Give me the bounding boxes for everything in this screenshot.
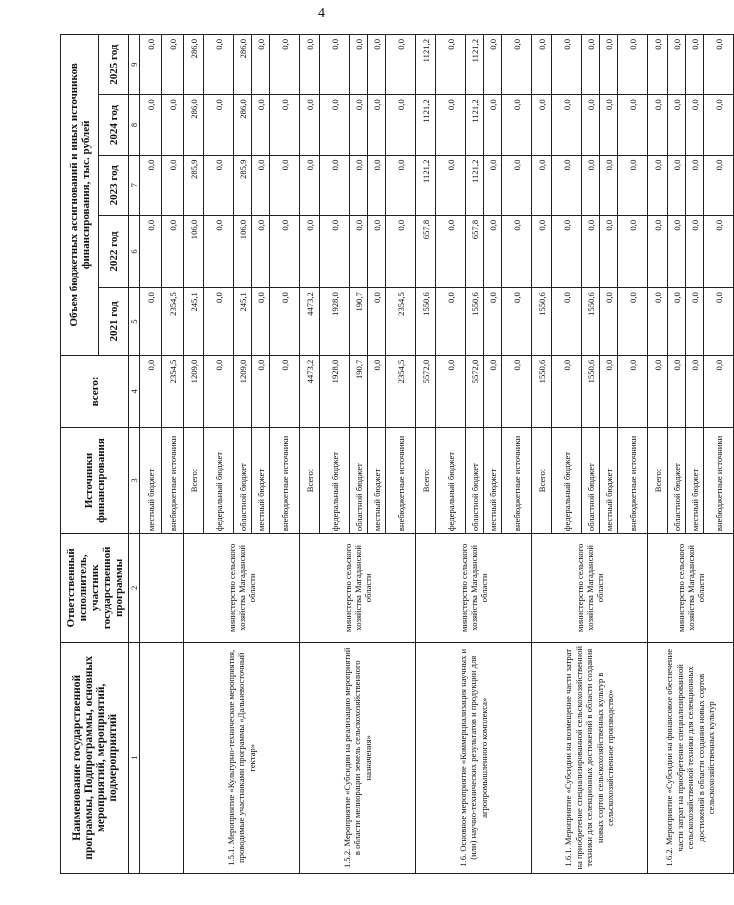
value-cell: 0,0 [668, 288, 686, 356]
responsible-executor: министерство сельского хозяйства Магаданской области [184, 534, 300, 642]
value-cell: 0,0 [668, 35, 686, 95]
value-cell: 0,0 [484, 215, 502, 287]
value-cell: 0,0 [582, 35, 600, 95]
header-year: 2024 год [99, 95, 129, 155]
value-cell: 0,0 [350, 35, 368, 95]
value-cell: 1121,2 [416, 95, 436, 155]
source-cell: федеральный бюджет [320, 428, 350, 534]
value-cell: 0,0 [502, 35, 532, 95]
table-row [532, 35, 552, 874]
value-cell: 0,0 [648, 355, 668, 427]
value-cell: 0,0 [368, 215, 386, 287]
value-cell: 0,0 [600, 355, 618, 427]
value-cell: 0,0 [300, 155, 320, 215]
value-cell: 286,0 [234, 95, 252, 155]
header-total: всего: [61, 355, 129, 427]
value-cell: 0,0 [386, 215, 416, 287]
value-cell: 1209,0 [184, 355, 204, 427]
value-cell: 0,0 [600, 155, 618, 215]
program-item-name: 1.6.2. Мероприятие «Субсидии на финансовое обеспечение части затрат на приобретение специализированной сельскохозяйственной техники для селекционных достижений в области создания новых сортов сельскохозяйственных культур [648, 642, 734, 873]
value-cell: 106,0 [184, 215, 204, 287]
value-cell: 1121,2 [466, 35, 484, 95]
value-cell: 0,0 [704, 35, 734, 95]
value-cell: 0,0 [252, 95, 270, 155]
index-row [129, 35, 140, 874]
value-cell: 1550,6 [532, 355, 552, 427]
value-cell: 0,0 [582, 215, 600, 287]
value-cell: 0,0 [162, 155, 184, 215]
value-cell: 0,0 [350, 95, 368, 155]
value-cell: 0,0 [270, 35, 300, 95]
header-year: 2025 год [99, 35, 129, 95]
index-cell: 3 [129, 428, 140, 534]
source-cell: местный бюджет [686, 428, 704, 534]
program-item-name: 1.6.1. Мероприятие «Субсидии на возмещение части затрат на приобретение специализированной сельскохозяйственной техники для селекционных достижений в области создания новых сортов сельскохозяйственных культур в сельскохозяйственное производство» [532, 642, 648, 873]
value-cell: 190,7 [350, 355, 368, 427]
value-cell: 0,0 [162, 35, 184, 95]
responsible-executor: министерство сельского хозяйства Магаданской области [300, 534, 416, 642]
value-cell: 0,0 [686, 155, 704, 215]
value-cell: 286,0 [234, 35, 252, 95]
responsible-executor: министерство сельского хозяйства Магаданской области [532, 534, 648, 642]
value-cell: 0,0 [270, 215, 300, 287]
value-cell: 0,0 [532, 155, 552, 215]
value-cell: 1928,0 [320, 288, 350, 356]
value-cell: 0,0 [484, 355, 502, 427]
value-cell: 4473,2 [300, 355, 320, 427]
value-cell: 0,0 [686, 215, 704, 287]
value-cell: 0,0 [704, 155, 734, 215]
value-cell: 0,0 [618, 288, 648, 356]
value-cell: 0,0 [686, 288, 704, 356]
page-number: 4 [318, 6, 325, 21]
value-cell: 0,0 [204, 288, 234, 356]
value-cell: 0,0 [140, 288, 162, 356]
value-cell: 0,0 [270, 355, 300, 427]
source-cell: местный бюджет [252, 428, 270, 534]
value-cell: 0,0 [484, 288, 502, 356]
value-cell: 0,0 [320, 155, 350, 215]
value-cell: 0,0 [552, 155, 582, 215]
value-cell: 0,0 [618, 35, 648, 95]
source-cell: местный бюджет [600, 428, 618, 534]
source-cell: внебюджетные источники [386, 428, 416, 534]
value-cell: 0,0 [532, 35, 552, 95]
table-row [140, 35, 162, 874]
value-cell: 0,0 [204, 35, 234, 95]
value-cell: 0,0 [600, 35, 618, 95]
value-cell: 0,0 [436, 35, 466, 95]
value-cell: 0,0 [252, 355, 270, 427]
value-cell: 0,0 [618, 355, 648, 427]
value-cell: 0,0 [320, 95, 350, 155]
source-cell: областной бюджет [582, 428, 600, 534]
value-cell: 1550,6 [416, 288, 436, 356]
value-cell: 0,0 [582, 95, 600, 155]
value-cell: 0,0 [368, 155, 386, 215]
program-item-name: 1.5.1. Мероприятие «Культурно-технические мероприятия, проводимые участниками программы «Дальневосточный гектар» [184, 642, 300, 873]
value-cell: 5572,0 [416, 355, 436, 427]
header-name: Наименование государственной программы, Подпрограммы, основных мероприятий, мероприятий, подмероприятий [61, 642, 129, 873]
value-cell: 0,0 [436, 288, 466, 356]
source-cell: Всего: [648, 428, 668, 534]
value-cell: 0,0 [552, 288, 582, 356]
source-cell: местный бюджет [140, 428, 162, 534]
value-cell: 0,0 [668, 355, 686, 427]
value-cell: 0,0 [648, 95, 668, 155]
header-year: 2022 год [99, 215, 129, 287]
value-cell: 0,0 [204, 355, 234, 427]
value-cell: 0,0 [552, 355, 582, 427]
table-row [184, 35, 204, 874]
value-cell: 0,0 [686, 355, 704, 427]
program-item-name: 1.6. Основное мероприятие «Коммерциализация научных и (или) научно-технических результатов и продукции для агропромышленного комплекса» [416, 642, 532, 873]
value-cell: 0,0 [300, 95, 320, 155]
value-cell: 1121,2 [466, 95, 484, 155]
value-cell: 0,0 [502, 95, 532, 155]
header-executor: Ответственный исполнитель, участник государственной программы [61, 534, 129, 642]
value-cell: 0,0 [502, 355, 532, 427]
value-cell: 0,0 [386, 155, 416, 215]
value-cell: 0,0 [368, 355, 386, 427]
source-cell: федеральный бюджет [552, 428, 582, 534]
header-financing-group: Объем бюджетных ассигнований и иных источников финансирования, тыс. рублей [61, 35, 99, 356]
value-cell: 0,0 [386, 95, 416, 155]
value-cell: 0,0 [140, 215, 162, 287]
source-cell: внебюджетные источники [618, 428, 648, 534]
value-cell: 0,0 [368, 288, 386, 356]
value-cell: 0,0 [648, 215, 668, 287]
source-cell: внебюджетные источники [704, 428, 734, 534]
value-cell: 0,0 [484, 35, 502, 95]
value-cell: 0,0 [668, 215, 686, 287]
value-cell: 0,0 [618, 155, 648, 215]
value-cell: 0,0 [668, 155, 686, 215]
source-cell: Всего: [300, 428, 320, 534]
value-cell: 285,9 [234, 155, 252, 215]
index-cell: 6 [129, 215, 140, 287]
value-cell: 657,8 [466, 215, 484, 287]
index-cell: 4 [129, 355, 140, 427]
source-cell: внебюджетные источники [270, 428, 300, 534]
table-row [300, 35, 320, 874]
value-cell: 0,0 [368, 35, 386, 95]
source-cell: Всего: [416, 428, 436, 534]
value-cell: 0,0 [204, 155, 234, 215]
value-cell: 0,0 [502, 288, 532, 356]
index-cell: 5 [129, 288, 140, 356]
value-cell: 0,0 [300, 35, 320, 95]
source-cell: внебюджетные источники [502, 428, 532, 534]
value-cell: 0,0 [600, 95, 618, 155]
source-cell: Всего: [184, 428, 204, 534]
value-cell: 0,0 [436, 215, 466, 287]
value-cell: 0,0 [140, 35, 162, 95]
value-cell: 0,0 [162, 95, 184, 155]
responsible-executor: министерство сельского хозяйства Магаданской области [416, 534, 532, 642]
value-cell: 1121,2 [416, 35, 436, 95]
source-cell: федеральный бюджет [204, 428, 234, 534]
value-cell: 2354,5 [162, 288, 184, 356]
value-cell: 0,0 [704, 288, 734, 356]
value-cell: 0,0 [436, 355, 466, 427]
value-cell: 0,0 [686, 35, 704, 95]
value-cell: 0,0 [252, 155, 270, 215]
value-cell: 0,0 [686, 95, 704, 155]
value-cell: 245,1 [234, 288, 252, 356]
header-year: 2023 год [99, 155, 129, 215]
table-body [129, 35, 734, 874]
value-cell: 1550,6 [532, 288, 552, 356]
value-cell: 0,0 [502, 215, 532, 287]
value-cell: 1121,2 [466, 155, 484, 215]
value-cell: 0,0 [484, 95, 502, 155]
value-cell: 0,0 [704, 95, 734, 155]
source-cell: местный бюджет [484, 428, 502, 534]
value-cell: 0,0 [582, 155, 600, 215]
value-cell: 0,0 [618, 95, 648, 155]
value-cell: 1550,6 [466, 288, 484, 356]
index-cell: 9 [129, 35, 140, 95]
index-cell: 8 [129, 95, 140, 155]
value-cell: 0,0 [436, 95, 466, 155]
financing-table [60, 34, 734, 874]
source-cell: областной бюджет [234, 428, 252, 534]
source-cell: федеральный бюджет [436, 428, 466, 534]
rotated-table-container [60, 34, 724, 874]
value-cell: 0,0 [270, 95, 300, 155]
value-cell: 0,0 [648, 288, 668, 356]
value-cell: 0,0 [140, 155, 162, 215]
value-cell: 0,0 [484, 155, 502, 215]
value-cell: 190,7 [350, 288, 368, 356]
value-cell: 0,0 [320, 35, 350, 95]
value-cell: 285,9 [184, 155, 204, 215]
value-cell: 0,0 [252, 215, 270, 287]
value-cell: 1550,6 [582, 288, 600, 356]
value-cell: 0,0 [532, 95, 552, 155]
value-cell: 106,0 [234, 215, 252, 287]
value-cell: 2354,5 [162, 355, 184, 427]
continuation-exec-cell [140, 534, 184, 642]
value-cell: 0,0 [300, 215, 320, 287]
value-cell: 0,0 [704, 355, 734, 427]
value-cell: 0,0 [552, 95, 582, 155]
source-cell: местный бюджет [368, 428, 386, 534]
value-cell: 0,0 [350, 155, 368, 215]
value-cell: 5572,0 [466, 355, 484, 427]
value-cell: 1550,6 [582, 355, 600, 427]
value-cell: 0,0 [618, 215, 648, 287]
value-cell: 0,0 [140, 95, 162, 155]
value-cell: 0,0 [162, 215, 184, 287]
value-cell: 286,0 [184, 35, 204, 95]
header-year: 2021 год [99, 288, 129, 356]
value-cell: 0,0 [252, 35, 270, 95]
value-cell: 0,0 [648, 35, 668, 95]
value-cell: 0,0 [320, 215, 350, 287]
value-cell: 0,0 [386, 35, 416, 95]
value-cell: 0,0 [270, 155, 300, 215]
value-cell: 245,1 [184, 288, 204, 356]
value-cell: 0,0 [368, 95, 386, 155]
value-cell: 2354,5 [386, 288, 416, 356]
value-cell: 2354,5 [386, 355, 416, 427]
value-cell: 0,0 [704, 215, 734, 287]
source-cell: областной бюджет [668, 428, 686, 534]
continuation-name-cell [140, 642, 184, 873]
index-cell: 7 [129, 155, 140, 215]
value-cell: 1209,0 [234, 355, 252, 427]
value-cell: 657,8 [416, 215, 436, 287]
value-cell: 0,0 [552, 215, 582, 287]
value-cell: 0,0 [350, 215, 368, 287]
value-cell: 286,0 [184, 95, 204, 155]
value-cell: 0,0 [600, 215, 618, 287]
value-cell: 0,0 [204, 215, 234, 287]
value-cell: 0,0 [648, 155, 668, 215]
table-row [416, 35, 436, 874]
value-cell: 1928,0 [320, 355, 350, 427]
value-cell: 0,0 [140, 355, 162, 427]
source-cell: внебюджетные источники [162, 428, 184, 534]
index-cell: 1 [129, 642, 140, 873]
source-cell: областной бюджет [350, 428, 368, 534]
table-row [648, 35, 668, 874]
header-source: Источники финансирования [61, 428, 129, 534]
value-cell: 0,0 [502, 155, 532, 215]
value-cell: 1121,2 [416, 155, 436, 215]
value-cell: 0,0 [532, 215, 552, 287]
value-cell: 0,0 [270, 288, 300, 356]
value-cell: 0,0 [252, 288, 270, 356]
source-cell: областной бюджет [466, 428, 484, 534]
program-item-name: 1.5.2. Мероприятие «Субсидии на реализацию мероприятий в области мелиорации земель сельскохозяйственного назначения» [300, 642, 416, 873]
index-cell: 2 [129, 534, 140, 642]
value-cell: 0,0 [204, 95, 234, 155]
source-cell: Всего: [532, 428, 552, 534]
value-cell: 4473,2 [300, 288, 320, 356]
responsible-executor: министерство сельского хозяйства Магаданской области [648, 534, 734, 642]
value-cell: 0,0 [668, 95, 686, 155]
value-cell: 0,0 [600, 288, 618, 356]
value-cell: 0,0 [436, 155, 466, 215]
value-cell: 0,0 [552, 35, 582, 95]
